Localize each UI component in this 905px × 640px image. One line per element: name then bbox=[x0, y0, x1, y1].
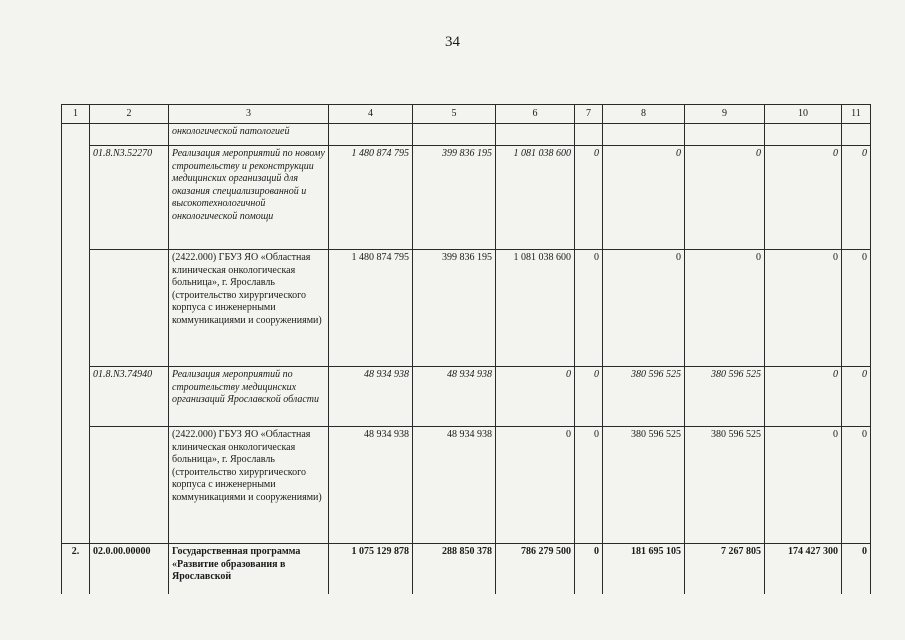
amount-cell bbox=[575, 124, 603, 146]
amount-cell bbox=[685, 124, 765, 146]
amount-cell: 380 596 525 bbox=[685, 367, 765, 427]
table-header-row bbox=[62, 105, 871, 124]
amount-cell: 48 934 938 bbox=[413, 367, 496, 427]
header-cell: 1 bbox=[62, 105, 90, 124]
header-cell: 6 bbox=[496, 105, 575, 124]
amount-cell: 0 bbox=[765, 367, 842, 427]
amount-cell: 0 bbox=[842, 367, 871, 427]
description-cell: Государственная программа «Развитие образования в Ярославской bbox=[169, 544, 329, 594]
budget-table bbox=[61, 104, 871, 594]
amount-cell: 0 bbox=[575, 367, 603, 427]
amount-cell: 380 596 525 bbox=[685, 427, 765, 544]
amount-cell: 7 267 805 bbox=[685, 544, 765, 594]
amount-cell: 48 934 938 bbox=[329, 427, 413, 544]
table-row bbox=[62, 124, 871, 146]
amount-cell: 0 bbox=[842, 544, 871, 594]
header-cell: 2 bbox=[90, 105, 169, 124]
amount-cell: 399 836 195 bbox=[413, 250, 496, 367]
amount-cell: 0 bbox=[603, 250, 685, 367]
amount-cell: 174 427 300 bbox=[765, 544, 842, 594]
description-cell: (2422.000) ГБУЗ ЯО «Областная клиническая онкологическая больница», г. Ярославль (строительство хирургического корпуса с инженерными коммуникациями и сооружениями) bbox=[169, 250, 329, 367]
description-cell: (2422.000) ГБУЗ ЯО «Областная клиническая онкологическая больница», г. Ярославль (строительство хирургического корпуса с инженерными коммуникациями и сооружениями) bbox=[169, 427, 329, 544]
row-number-cell bbox=[62, 124, 90, 544]
amount-cell: 0 bbox=[765, 250, 842, 367]
table-row bbox=[62, 544, 871, 594]
amount-cell: 380 596 525 bbox=[603, 427, 685, 544]
header-cell: 5 bbox=[413, 105, 496, 124]
code-cell bbox=[90, 124, 169, 146]
amount-cell: 181 695 105 bbox=[603, 544, 685, 594]
code-cell: 01.8.N3.74940 bbox=[90, 367, 169, 427]
amount-cell: 0 bbox=[765, 146, 842, 250]
amount-cell: 0 bbox=[575, 427, 603, 544]
code-cell: 02.0.00.00000 bbox=[90, 544, 169, 594]
amount-cell: 0 bbox=[842, 146, 871, 250]
amount-cell bbox=[496, 124, 575, 146]
amount-cell: 0 bbox=[575, 544, 603, 594]
page-number: 34 bbox=[445, 34, 460, 50]
amount-cell: 1 081 038 600 bbox=[496, 250, 575, 367]
table-row bbox=[62, 250, 871, 367]
amount-cell: 48 934 938 bbox=[413, 427, 496, 544]
table-row bbox=[62, 367, 871, 427]
amount-cell bbox=[413, 124, 496, 146]
amount-cell: 0 bbox=[496, 427, 575, 544]
header-cell: 4 bbox=[329, 105, 413, 124]
amount-cell bbox=[765, 124, 842, 146]
description-cell: Реализация мероприятий по новому строительству и реконструкции медицинских организаций для оказания специализированной и высокотехнологичной онкологической помощи bbox=[169, 146, 329, 250]
amount-cell bbox=[329, 124, 413, 146]
amount-cell: 0 bbox=[603, 146, 685, 250]
amount-cell: 0 bbox=[765, 427, 842, 544]
table-row bbox=[62, 427, 871, 544]
code-cell bbox=[90, 250, 169, 367]
code-cell: 01.8.N3.52270 bbox=[90, 146, 169, 250]
header-cell: 8 bbox=[603, 105, 685, 124]
amount-cell: 0 bbox=[842, 250, 871, 367]
amount-cell: 48 934 938 bbox=[329, 367, 413, 427]
amount-cell: 1 480 874 795 bbox=[329, 146, 413, 250]
amount-cell: 1 081 038 600 bbox=[496, 146, 575, 250]
amount-cell: 0 bbox=[496, 367, 575, 427]
description-cell: Реализация мероприятий по строительству медицинских организаций Ярославской области bbox=[169, 367, 329, 427]
amount-cell: 0 bbox=[842, 427, 871, 544]
table-row bbox=[62, 146, 871, 250]
amount-cell bbox=[842, 124, 871, 146]
header-cell: 3 bbox=[169, 105, 329, 124]
description-cell: онкологической патологией bbox=[169, 124, 329, 146]
amount-cell: 1 075 129 878 bbox=[329, 544, 413, 594]
amount-cell: 399 836 195 bbox=[413, 146, 496, 250]
amount-cell bbox=[603, 124, 685, 146]
code-cell bbox=[90, 427, 169, 544]
amount-cell: 0 bbox=[685, 250, 765, 367]
row-number-cell: 2. bbox=[62, 544, 90, 594]
header-cell: 7 bbox=[575, 105, 603, 124]
header-cell: 10 bbox=[765, 105, 842, 124]
amount-cell: 1 480 874 795 bbox=[329, 250, 413, 367]
header-cell: 11 bbox=[842, 105, 871, 124]
amount-cell: 380 596 525 bbox=[603, 367, 685, 427]
amount-cell: 786 279 500 bbox=[496, 544, 575, 594]
amount-cell: 288 850 378 bbox=[413, 544, 496, 594]
amount-cell: 0 bbox=[685, 146, 765, 250]
amount-cell: 0 bbox=[575, 146, 603, 250]
header-cell: 9 bbox=[685, 105, 765, 124]
amount-cell: 0 bbox=[575, 250, 603, 367]
